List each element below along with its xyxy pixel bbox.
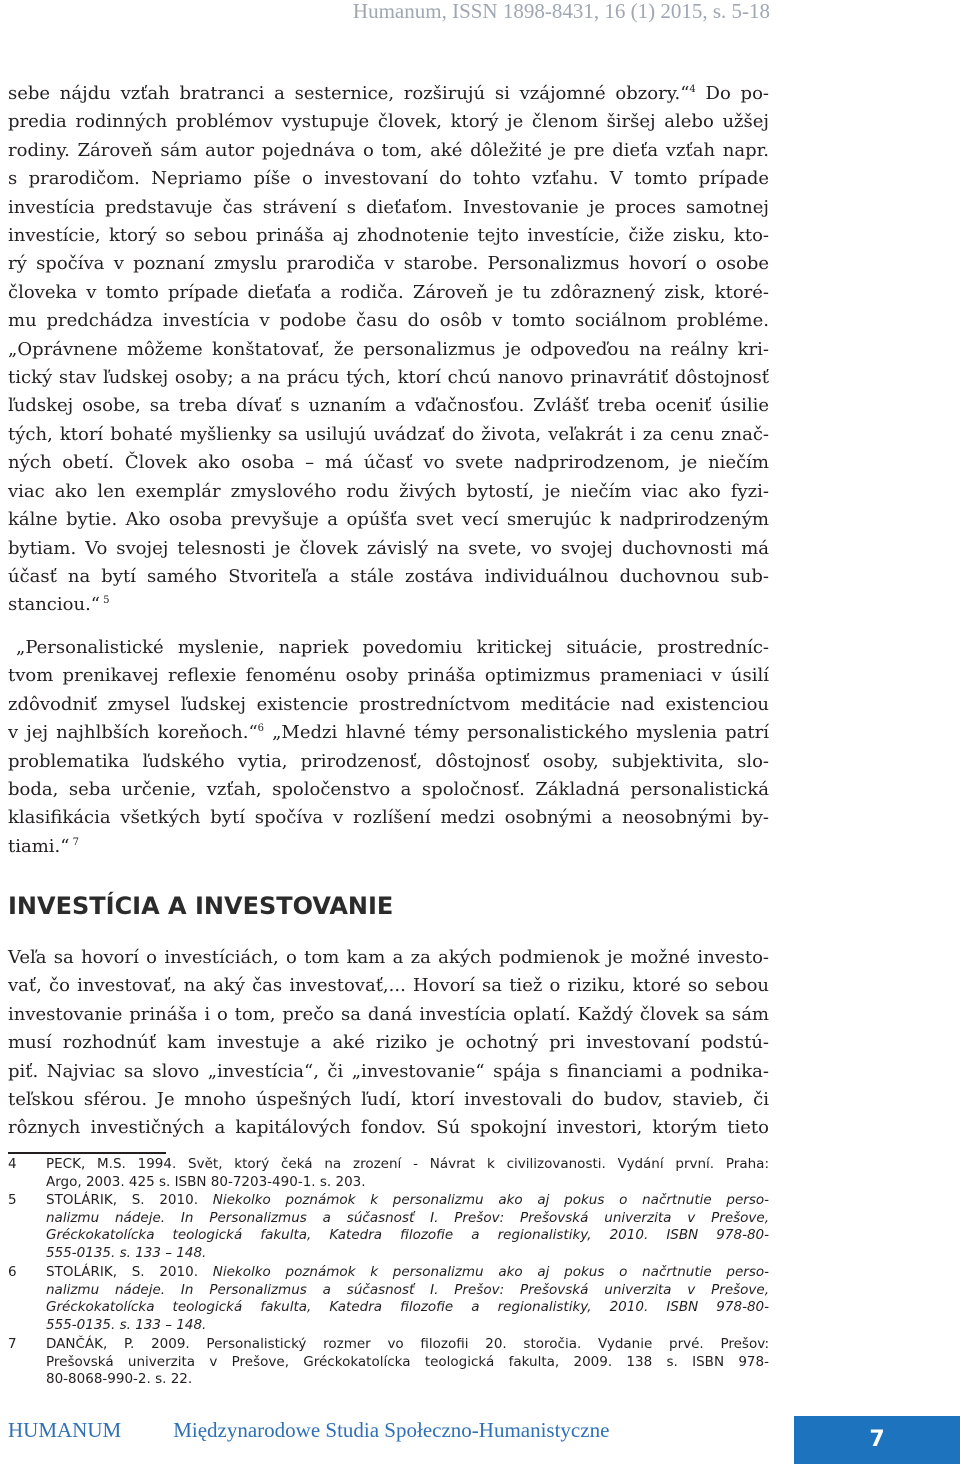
text-line: viac ako len exemplár zmyslového rodu živých bytostí, je niečím viac ako fyzi- (8, 480, 769, 502)
text-line: bytiam. Vo svojej telesnosti je človek závislý na svete, vo svojej duchovnosti má (8, 537, 769, 559)
footnote-line: nalizmu nádeje. In Personalizmus a súčasnosť I. Prešov: Prešovská univerzita v Prešove, (46, 1281, 769, 1298)
text-line: ľudskej osobe, sa treba dívať s uznaním a vďačnosťou. Zvlášť treba oceniť úsilie (8, 395, 769, 417)
footnote-ref: 6 (257, 723, 265, 735)
text-line: tých, ktorí bohaté myšlienky sa usilujú uvádzať do života, veľakrát i za cenu znač- (8, 423, 769, 445)
text-line: kálne bytie. Ako osoba prevyšuje a opúšťa svet vecí smerujúc k nadprirodzeným (8, 509, 769, 531)
text-line: stanciou.“ $^5$ (8, 594, 110, 616)
footnote-line: DANČÁK, P. 2009. Personalistický rozmer vo filozofii 20. storočia. Vydanie prvé. Prešov: (46, 1336, 769, 1352)
footnote-line: nalizmu nádeje. In Personalizmus a súčasnosť I. Prešov: Prešovská univerzita v Prešove, (46, 1209, 769, 1226)
text-line: rodiny. Zároveň sám autor pojednáva o tom, aké dôležité je pre dieťa vzťah napr. (8, 139, 769, 161)
footnote-divider (8, 1152, 166, 1154)
footnote-number: 6 (8, 1264, 17, 1280)
text-line: rý spočíva v poznaní zmyslu prarodiča v starobe. Personalizmus hovorí o osobe (8, 253, 769, 275)
text-line: vať, čo investovať, na aký čas investovať,... Hovorí sa tiež o riziku, ktoré so sebou (8, 975, 769, 997)
text-line: investovanie prináša i o tom, prečo sa daná investícia oplatí. Každý človek sa sám (8, 1003, 769, 1025)
quote-paragraph (8, 634, 769, 861)
text-line: tiami.“ $^7$ (8, 835, 80, 857)
footnote-text (46, 1264, 769, 1334)
footer-journal-name: Międzynarodowe Studia Społeczno-Humanistyczne (173, 1418, 610, 1442)
text-line: klasifikácia všetkých bytí spočíva v rozlíšení medzi osobnými a neosobnými by- (8, 807, 769, 829)
body-paragraph (8, 944, 769, 1143)
footnote-ref: 7 (69, 836, 80, 848)
text-line: účasť na bytí samého Stvoriteľa a stále zostáva individuálnou duchovnou sub- (8, 565, 769, 587)
footnote-text (46, 1156, 769, 1191)
section-heading: INVESTÍCIA A INVESTOVANIE (8, 892, 394, 920)
text-line: piť. Najviac sa slovo „investícia“, či „investovanie“ spája s financiami a podnika- (8, 1060, 769, 1082)
text-line: investície, ktorý so sebou prináša aj zhodnotenie tejto investície, čiže zisku, kto- (8, 225, 769, 247)
text-line: problematika ľudského vytia, prirodzenosť, dôstojnosť osoby, subjektivita, slo- (8, 750, 769, 772)
footnote-number: 4 (8, 1156, 17, 1172)
footnote-line: Argo, 2003. 425 s. ISBN 80-7203-490-1. s. 203. (46, 1173, 366, 1190)
text-line: predia rodinných problémov vystupuje človek, ktorý je členom širšej alebo užšej (8, 111, 769, 133)
page-footer (8, 1418, 609, 1443)
text-line: boda, seba určenie, vzťah, spoločenstvo a spoločnosť. Základná personalistická (8, 779, 769, 801)
text-line: ných obetí. Človek ako osoba – má účasť vo svete nadprirodzenom, je niečím (8, 452, 769, 474)
body-paragraph (8, 80, 769, 620)
page-number-badge: 7 (794, 1416, 960, 1464)
footnote-line: 555-0135. s. 133 – 148. (46, 1244, 207, 1261)
footnote-ref: 4 (689, 84, 696, 95)
running-head: Humanum, ISSN 1898-8431, 16 (1) 2015, s. 5-18 (352, 0, 770, 23)
footnote-line: Gréckokatolícka teologická fakulta, Katedra filozofie a regionalistiky, 2010. ISBN 978-80- (46, 1227, 769, 1244)
footnote-line: Gréckokatolícka teologická fakulta, Katedra filozofie a regionalistiky, 2010. ISBN 978-80- (46, 1299, 769, 1316)
text-line: tvom prenikavej reflexie fenoménu osoby prináša optimizmus prameniaci v úsilí (8, 665, 769, 687)
text-line: tický stav ľudskej osoby; a na prácu tých, ktorí chcú nanovo prinavrátiť dôstojnosť (8, 367, 769, 389)
footnote-number: 5 (8, 1192, 17, 1208)
text-line: s prarodičom. Nepriamo píše o investovaní do tohto vzťahu. V tomto prípade (8, 168, 769, 190)
text-line: „Oprávnene môžeme konštatovať, že personalizmus je odpoveďou na reálny kri- (8, 338, 769, 360)
text-line: teľskou sférou. Je mnoho úspešných ľudí, ktorí investovali do budov, stavieb, či (8, 1089, 769, 1111)
text-line: „Personalistické myslenie, napriek povedomiu kritickej situácie, prostredníc- (16, 637, 769, 658)
footnote-text (46, 1336, 769, 1389)
footnote-line: 80-8068-990-2. s. 22. (46, 1371, 193, 1388)
text-line: rôznych investičných a kapitálových fondov. Sú spokojní investori, ktorým tieto (8, 1117, 769, 1139)
text-line: v jej najhlbších koreňoch.“$^6$ „Medzi hlavné témy personalistického myslenia patrí (8, 722, 770, 744)
footer-publication: HUMANUM (8, 1418, 122, 1442)
footnote-line: PECK, M.S. 1994. Svět, ktorý čeká na zrození - Návrat k civilizovanosti. Vydání první. Praha: (46, 1156, 769, 1172)
text-line: zdôvodniť zmysel ľudskej existencie prostredníctvom meditácie nad existenciou (8, 693, 769, 715)
footnote-ref: 5 (100, 595, 110, 607)
text-line: Veľa sa hovorí o investíciách, o tom kam a za akých podmienok je možné investo- (8, 947, 769, 968)
text-line: sebe nájdu vzťah bratranci a sesternice, rozširujú si vzájomné obzory.“$^4$ Do po- (8, 83, 770, 104)
text-line: investícia predstavuje čas strávení s dieťaťom. Investovanie je proces samotnej (8, 196, 769, 218)
footnote-line: 555-0135. s. 133 – 148. (46, 1316, 207, 1333)
text-line: človeka v tomto prípade dieťaťa a rodiča. Zároveň je tu zdôraznený zisk, ktoré- (8, 281, 769, 303)
footnote-line: STOLÁRIK, S. 2010. Niekolko poznámok k personalizmu ako aj pokus o načrtnutie perso- (46, 1192, 769, 1208)
text-line: mu predchádza investícia v podobe času do osôb v tomto sociálnom probléme. (8, 310, 769, 332)
footnote-text (46, 1192, 769, 1262)
footnote-line: STOLÁRIK, S. 2010. Niekolko poznámok k personalizmu ako aj pokus o načrtnutie perso- (46, 1264, 769, 1280)
footnote-line: Prešovská univerzita v Prešove, Gréckokatolícka teologická fakulta, 2009. 138 s. ISBN 978- (46, 1353, 769, 1370)
text-line: musí rozhodnúť kam investuje a aké riziko je ochotný pri investovaní podstú- (8, 1032, 769, 1054)
footnote-number: 7 (8, 1336, 17, 1352)
